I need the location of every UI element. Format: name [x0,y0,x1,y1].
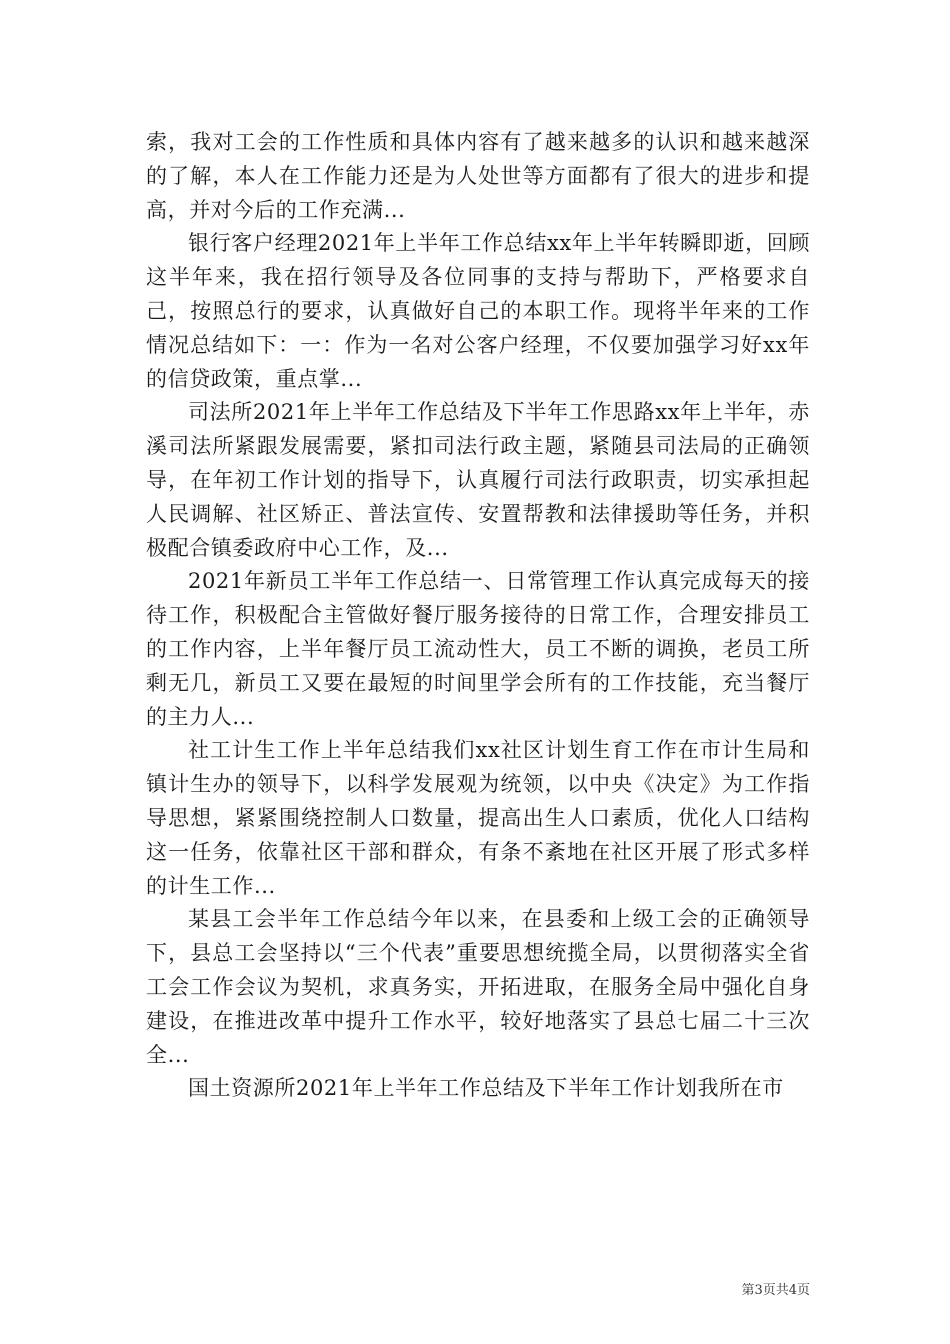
page-number: 第3页共4页 [741,1283,810,1298]
paragraph-land-resources-summary: 国土资源所2021年上半年工作总结及下半年工作计划我所在市 [188,1076,784,1101]
paragraph-new-employee-summary: 2021年新员工半年工作总结一、日常管理工作认真完成每天的接待工作，积极配合主管做好餐厅服务接待的日常工作，合理安排员工的工作内容，上半年餐厅员工流动性大，员工不断的调换，老员工所剩无几，新员工又要在最短的时间里学会所有的工作技能，充当餐厅的主力人... [146,569,810,729]
document-body [146,126,810,1106]
paragraph-family-planning-summary: 社工计生工作上半年总结我们xx社区计划生育工作在市计生局和镇计生办的领导下，以科学发展观为统领，以中央《决定》为工作指导思想，紧紧围绕控制人口数量，提高出生人口素质，优化人口结构这一任务，依靠社区干部和群众，有条不紊地在社区开展了形式多样的计生工作... [146,738,810,898]
paragraph-bank-manager-summary: 银行客户经理2021年上半年工作总结xx年上半年转瞬即逝，回顾这半年来，我在招行领导及各位同事的支持与帮助下，严格要求自己，按照总行的要求，认真做好自己的本职工作。现将半年来的工作情况总结如下：一：作为一名对公客户经理，不仅要加强学习好xx年的信贷政策，重点掌... [146,231,810,391]
paragraph-county-union-summary: 某县工会半年工作总结今年以来，在县委和上级工会的正确领导下，县总工会坚持以“三个代表”重要思想统揽全局，以贯彻落实全省工会工作会议为契机，求真务实，开拓进取，在服务全局中强化自身建设，在推进改革中提升工作水平，较好地落实了县总七届二十三次全... [146,907,810,1067]
paragraph-continuation: 索，我对工会的工作性质和具体内容有了越来越多的认识和越来越深的了解，本人在工作能力还是为人处世等方面都有了很大的进步和提高，并对今后的工作充满... [146,130,810,222]
paragraph-judicial-office-summary: 司法所2021年上半年工作总结及下半年工作思路xx年上半年，赤溪司法所紧跟发展需要，紧扣司法行政主题，紧随县司法局的正确领导，在年初工作计划的指导下，认真履行司法行政职责，切实承担起人民调解、社区矫正、普法宣传、安置帮教和法律援助等任务，并积极配合镇委政府中心工作，及... [146,400,810,560]
